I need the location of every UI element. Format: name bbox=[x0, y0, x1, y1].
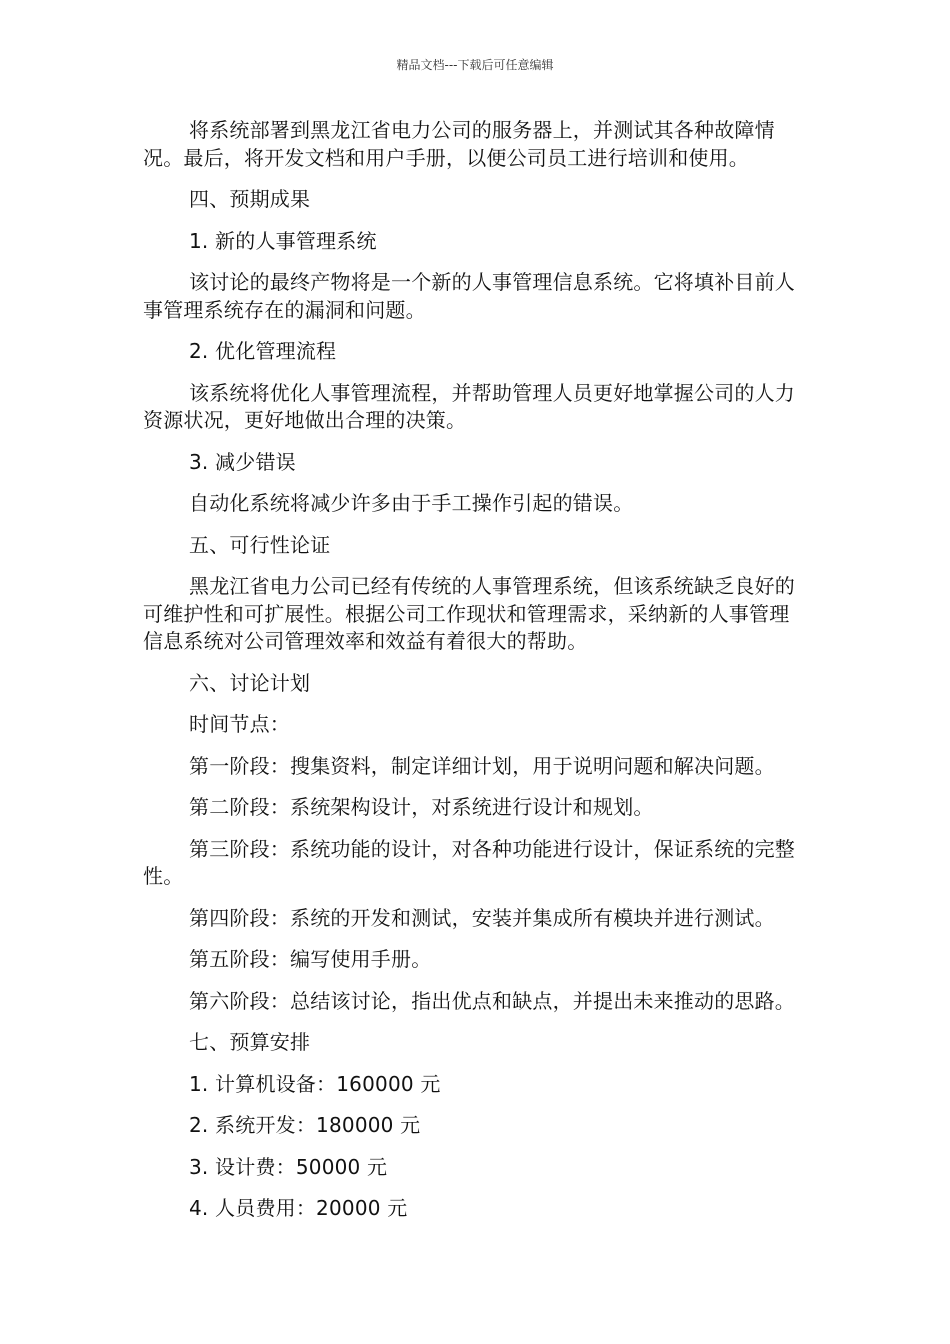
budget-item-design: 3. 设计费：50000 元 bbox=[189, 1154, 388, 1179]
paragraph-new-hr-system: 该讨论的最终产物将是一个新的人事管理信息系统。它将填补目前人事管理系统存在的漏洞和问题。 bbox=[143, 270, 795, 322]
paragraph-deployment: 将系统部署到黑龙江省电力公司的服务器上，并测试其各种故障情况。最后，将开发文档和用户手册，以便公司员工进行培训和使用。 bbox=[143, 118, 775, 170]
plan-time-nodes-label: 时间节点： bbox=[189, 712, 290, 736]
subheading-new-hr-system: 1. 新的人事管理系统 bbox=[189, 228, 377, 253]
subheading-reduce-errors: 3. 减少错误 bbox=[189, 449, 296, 474]
paragraph-feasibility: 黑龙江省电力公司已经有传统的人事管理系统，但该系统缺乏良好的可维护性和可扩展性。根据公司工作现状和管理需求，采纳新的人事管理信息系统对公司管理效率和效益有着很大的帮助。 bbox=[143, 574, 795, 653]
section-heading-budget: 七、预算安排 bbox=[189, 1030, 311, 1054]
section-heading-feasibility: 五、可行性论证 bbox=[189, 532, 331, 557]
plan-stage-1: 第一阶段：搜集资料，制定详细计划，用于说明问题和解决问题。 bbox=[189, 753, 775, 778]
paragraph-reduce-errors: 自动化系统将减少许多由于手工操作引起的错误。 bbox=[189, 491, 634, 515]
budget-item-personnel: 4. 人员费用：20000 元 bbox=[189, 1196, 408, 1220]
plan-stage-5: 第五阶段：编写使用手册。 bbox=[189, 947, 432, 971]
document-body bbox=[143, 117, 803, 1237]
section-heading-plan: 六、讨论计划 bbox=[189, 670, 311, 695]
paragraph-optimize-process: 该系统将优化人事管理流程，并帮助管理人员更好地掌握公司的人力资源状况，更好地做出合理的决策。 bbox=[143, 380, 795, 432]
plan-stage-6: 第六阶段：总结该讨论，指出优点和缺点，并提出未来推动的思路。 bbox=[189, 988, 795, 1013]
plan-stage-3: 第三阶段：系统功能的设计，对各种功能进行设计，保证系统的完整性。 bbox=[143, 836, 795, 888]
subheading-optimize-process: 2. 优化管理流程 bbox=[189, 339, 337, 363]
budget-item-development: 2. 系统开发：180000 元 bbox=[189, 1113, 421, 1137]
page-header-watermark: 精品文档---下载后可任意编辑 bbox=[396, 58, 554, 72]
section-heading-expected-results: 四、预期成果 bbox=[189, 187, 311, 211]
plan-stage-4: 第四阶段：系统的开发和测试，安装并集成所有模块并进行测试。 bbox=[189, 905, 775, 930]
plan-stage-2: 第二阶段：系统架构设计，对系统进行设计和规划。 bbox=[189, 795, 654, 819]
budget-item-computers: 1. 计算机设备：160000 元 bbox=[189, 1071, 441, 1096]
